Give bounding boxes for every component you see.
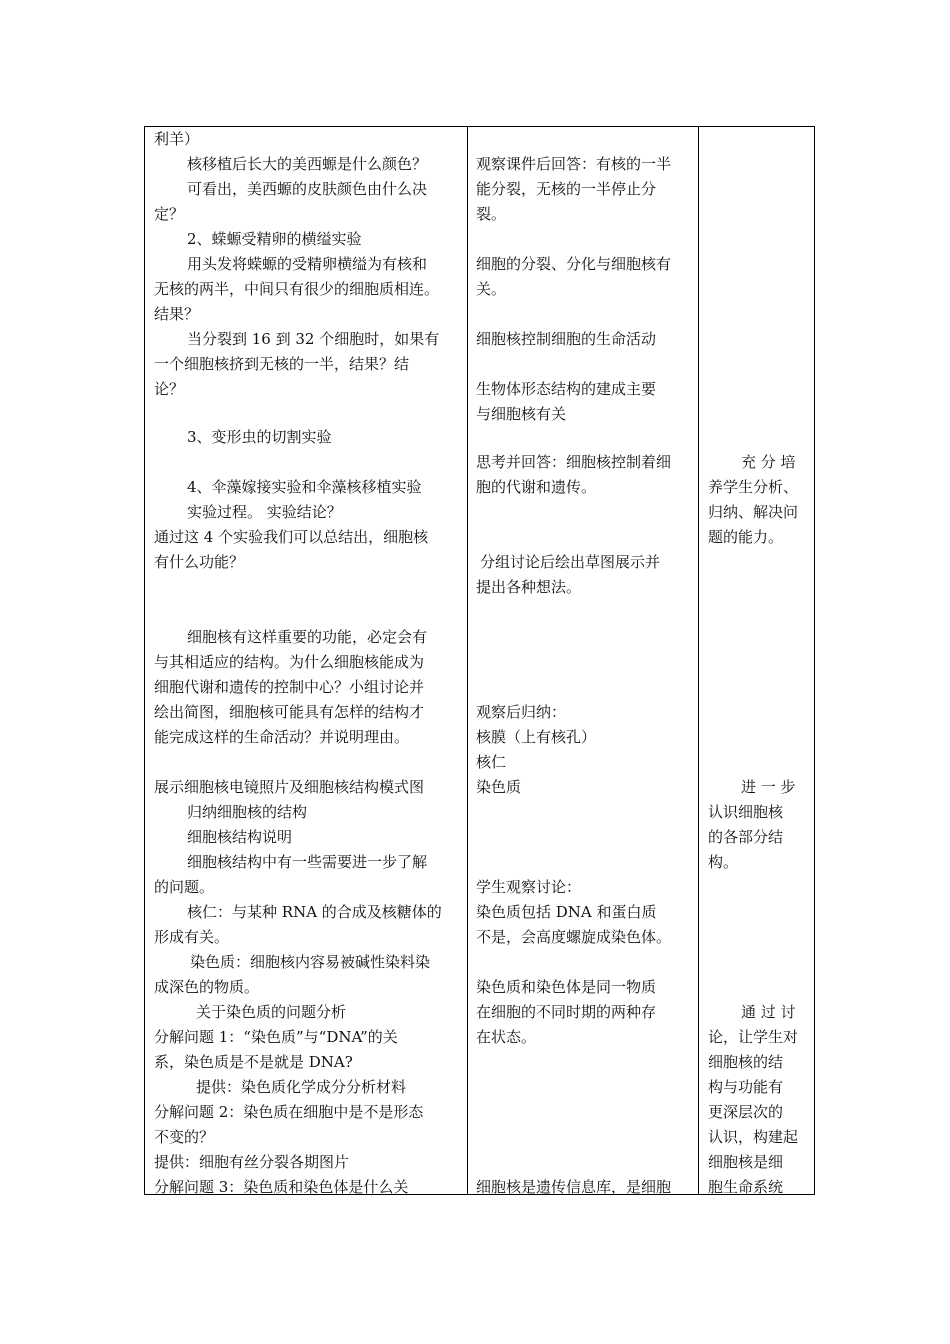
text-line: 论，让学生对 (708, 1028, 799, 1046)
text-line: 染色质包括 DNA 和蛋白质 (476, 903, 657, 921)
text-line: 论？ (154, 380, 185, 398)
text-line: 分组讨论后绘出草图展示并 (480, 553, 661, 571)
text-line: 提出各种想法。 (476, 578, 582, 596)
text-line: 细胞核是细 (708, 1153, 784, 1171)
text-line: 细胞核控制细胞的生命活动 (476, 330, 657, 348)
text-line: 分解问题 3：染色质和染色体是什么关 (154, 1178, 409, 1196)
text-line: 绘出简图，细胞核可能具有怎样的结构才 (154, 703, 425, 721)
text-line: 当分裂到 16 到 32 个细胞时，如果有 (187, 330, 440, 348)
text-line: 认识，构建起 (708, 1128, 799, 1146)
text-line: 有什么功能？ (154, 553, 245, 571)
text-line: 染色质：细胞核内容易被碱性染料染 (190, 953, 431, 971)
text-line: 结果？ (154, 305, 200, 323)
text-line: 能完成这样的生命活动？并说明理由。 (154, 728, 410, 746)
text-line: 细胞核有这样重要的功能，必定会有 (187, 628, 428, 646)
text-line: 不变的？ (154, 1128, 215, 1146)
text-line: 3、变形虫的切割实验 (187, 428, 332, 446)
text-line: 细胞核结构中有一些需要进一步了解 (187, 853, 428, 871)
text-line: 核膜（上有核孔） (476, 728, 597, 746)
text-line: 关于染色质的问题分析 (196, 1003, 347, 1021)
text-line: 利羊） (154, 130, 200, 148)
text-line: 题的能力。 (708, 528, 784, 546)
text-line: 定？ (154, 205, 185, 223)
text-line: 实验过程。 实验结论？ (187, 503, 342, 521)
text-line: 胞生命系统 (708, 1178, 784, 1196)
text-line: 生物体形态结构的建成主要 (476, 380, 657, 398)
text-line: 核移植后长大的美西螈是什么颜色？ (187, 155, 428, 173)
text-line: 细胞代谢和遗传的控制中心？小组讨论并 (154, 678, 425, 696)
text-line: 成深色的物质。 (154, 978, 260, 996)
text-line: 能分裂，无核的一半停止分 (476, 180, 657, 198)
text-line: 构。 (708, 853, 739, 871)
text-line: 归纳细胞核的结构 (187, 803, 308, 821)
text-line: 通过这 4 个实验我们可以总结出，细胞核 (154, 528, 429, 546)
design-intent-column (699, 127, 815, 1194)
text-line: 分解问题 2：染色质在细胞中是不是形态 (154, 1103, 424, 1121)
text-line: 2、蝾螈受精卵的横缢实验 (187, 230, 362, 248)
text-line: 胞的代谢和遗传。 (476, 478, 597, 496)
text-line: 通 过 讨 (741, 1003, 796, 1021)
text-line: 学生观察讨论： (476, 878, 582, 896)
text-line: 一个细胞核挤到无核的一半，结果？结 (154, 355, 410, 373)
text-line: 提供：细胞有丝分裂各期图片 (154, 1153, 350, 1171)
text-line: 4、伞藻嫁接实验和伞藻核移植实验 (187, 478, 422, 496)
text-line: 可看出，美西螈的皮肤颜色由什么决 (187, 180, 428, 198)
text-line: 染色质 (476, 778, 522, 796)
text-line: 展示细胞核电镜照片及细胞核结构模式图 (154, 778, 425, 796)
text-line: 裂。 (476, 205, 507, 223)
text-line: 与其相适应的结构。为什么细胞核能成为 (154, 653, 425, 671)
text-line: 充 分 培 (741, 453, 796, 471)
text-line: 思考并回答：细胞核控制着细 (476, 453, 672, 471)
teacher-activity-column (145, 127, 467, 1194)
text-line: 细胞的分裂、分化与细胞核有 (476, 255, 672, 273)
text-line: 养学生分析、 (708, 478, 799, 496)
text-line: 认识细胞核 (708, 803, 784, 821)
text-line: 的问题。 (154, 878, 215, 896)
text-line: 观察课件后回答：有核的一半 (476, 155, 672, 173)
text-line: 系，染色质是不是就是 DNA? (154, 1053, 353, 1071)
text-line: 关。 (476, 280, 507, 298)
student-activity-column (468, 127, 698, 1194)
text-line: 在状态。 (476, 1028, 537, 1046)
text-line: 分解问题 1：“染色质”与“DNA”的关 (154, 1028, 398, 1046)
text-line: 在细胞的不同时期的两种存 (476, 1003, 657, 1021)
text-line: 更深层次的 (708, 1103, 784, 1121)
text-line: 提供：染色质化学成分分析材料 (196, 1078, 407, 1096)
text-line: 核仁：与某种 RNA 的合成及核糖体的 (187, 903, 442, 921)
text-line: 与细胞核有关 (476, 405, 567, 423)
text-line: 用头发将蝾螈的受精卵横缢为有核和 (187, 255, 428, 273)
lesson-plan-table (144, 126, 815, 1195)
text-line: 细胞核是遗传信息库，是细胞 (476, 1178, 672, 1196)
text-line: 的各部分结 (708, 828, 784, 846)
text-line: 细胞核的结 (708, 1053, 784, 1071)
text-line: 形成有关。 (154, 928, 230, 946)
text-line: 无核的两半，中间只有很少的细胞质相连。 (154, 280, 440, 298)
text-line: 不是，会高度螺旋成染色体。 (476, 928, 672, 946)
text-line: 构与功能有 (708, 1078, 784, 1096)
text-line: 核仁 (476, 753, 507, 771)
text-line: 观察后归纳： (476, 703, 567, 721)
text-line: 归纳、解决问 (708, 503, 799, 521)
text-line: 染色质和染色体是同一物质 (476, 978, 657, 996)
text-line: 细胞核结构说明 (187, 828, 293, 846)
text-line: 进 一 步 (741, 778, 796, 796)
